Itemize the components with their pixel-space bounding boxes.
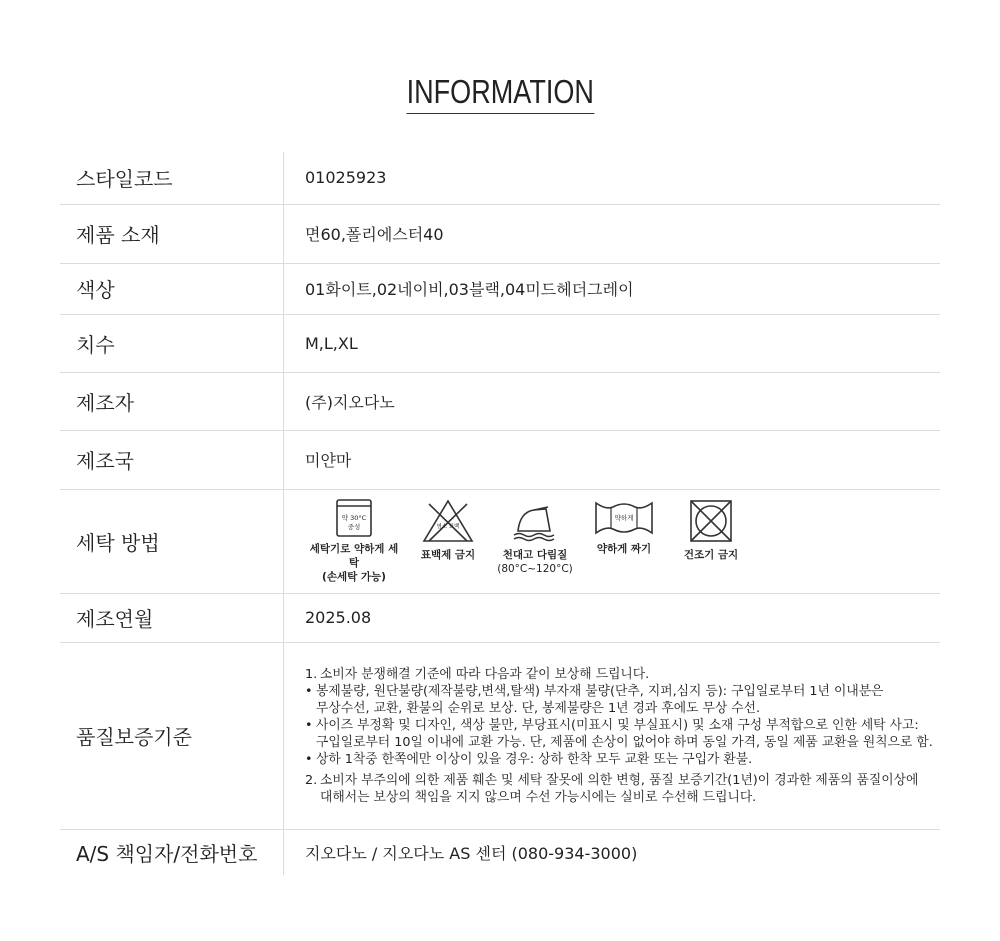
caption-line: (80°C~120°C)	[497, 563, 573, 575]
row-value-size: M,L,XL	[284, 314, 941, 372]
row-value-country: 미얀마	[284, 430, 941, 489]
care-icons	[305, 498, 940, 584]
caption-line: 약하게 짜기	[596, 543, 652, 555]
table-row	[60, 263, 940, 314]
row-label-quality: 품질보증기준	[60, 642, 284, 829]
bullet: •	[305, 751, 313, 767]
no-tumble-dry-icon	[688, 498, 734, 544]
table-row	[60, 314, 940, 372]
row-value-as: 지오다노 / 지오다노 AS 센터 (080-934-3000)	[305, 843, 638, 863]
wring-inner-text: 약하게	[614, 514, 634, 522]
caption-line: (손세탁 가능)	[322, 571, 386, 583]
bullet: •	[305, 683, 313, 699]
no-bleach-icon	[421, 498, 475, 544]
table-row	[60, 430, 940, 489]
product-info-table	[60, 152, 940, 875]
table-row	[60, 593, 940, 642]
care-caption-wring	[597, 542, 651, 556]
list-item	[305, 772, 940, 789]
bleach-inner-text: 염소 표백	[436, 524, 460, 530]
item-text: 소비자 부주의에 의한 제품 훼손 및 세탁 잘못에 의한 변형, 품질 보증기간(1년)이 경과한 제품의 품질이상에	[320, 772, 919, 788]
table-row	[60, 152, 940, 204]
table-row	[60, 372, 940, 430]
list-item	[305, 666, 940, 683]
item-number: 2.	[305, 772, 318, 788]
item-text: 대해서는 보상의 책임을 지지 않으며 수선 가능시에는 실비로 수선해 드립니다.	[320, 789, 757, 805]
row-value-manufacturer: (주)지오다노	[284, 372, 941, 430]
row-label-country: 제조국	[60, 430, 284, 489]
iron-with-cloth-icon	[512, 498, 558, 544]
care-caption-bleach	[421, 548, 475, 562]
row-label-size: 치수	[60, 314, 284, 372]
table-row	[60, 204, 940, 263]
page-title: INFORMATION	[406, 72, 593, 114]
bullet: •	[305, 717, 313, 733]
list-item	[305, 683, 940, 700]
row-label-as: A/S 책임자/전화번호	[60, 829, 284, 875]
caption-line: 천대고 다림질	[502, 549, 568, 561]
care-item-bleach	[403, 498, 493, 562]
care-caption-wash	[305, 542, 403, 584]
list-item	[305, 717, 940, 734]
row-value-washing	[284, 489, 941, 593]
row-value-date: 2025.08	[284, 593, 941, 642]
table-row	[60, 642, 940, 829]
row-label-date: 제조연월	[60, 593, 284, 642]
row-label-style-code: 스타일코드	[60, 152, 284, 204]
caption-line: 건조기 금지	[683, 549, 739, 561]
washtub-30c-icon	[335, 498, 373, 538]
care-item-dryer	[671, 498, 751, 562]
item-text: 상하 1착중 한쪽에만 이상이 있을 경우: 상하 한착 모두 교환 또는 구입가 환불.	[316, 751, 753, 767]
item-text: 소비자 분쟁해결 기준에 따라 다음과 같이 보상해 드립니다.	[320, 666, 650, 682]
care-caption-dryer	[684, 548, 738, 562]
care-item-wring	[577, 498, 671, 556]
washtub-detergent-text: 중성	[347, 523, 361, 531]
care-caption-iron	[497, 548, 573, 576]
row-value-color: 01화이트,02네이비,03블랙,04미드헤더그레이	[284, 263, 941, 314]
row-label-material: 제품 소재	[60, 204, 284, 263]
washtub-temp-text: 약 30°C	[341, 514, 367, 522]
item-text: 구입일로부터 10일 이내에 교환 가능. 단, 제품에 손상이 없어야 하며 동일 가격, 동일 제품 교환을 원칙으로 함.	[316, 734, 933, 750]
row-value-material: 면60,폴리에스터40	[284, 204, 941, 263]
item-text: 봉제불량, 원단불량(제작불량,변색,탈색) 부자재 불량(단추, 지퍼,심지 등): 구입일로부터 1년 이내분은	[316, 683, 884, 699]
item-text: 무상수선, 교환, 환불의 순위로 보상. 단, 봉제불량은 1년 경과 후에도 무상 수선.	[316, 700, 761, 716]
gentle-wring-icon	[593, 498, 655, 538]
quality-standard-text	[305, 666, 940, 806]
caption-line: 표백제 금지	[420, 549, 476, 561]
care-item-iron	[493, 498, 577, 576]
item-number: 1.	[305, 666, 318, 682]
care-item-wash	[305, 498, 403, 584]
row-label-manufacturer: 제조자	[60, 372, 284, 430]
item-text: 사이즈 부정확 및 디자인, 색상 불만, 부당표시(미표시 및 부실표시) 및 소재 구성 부적합으로 인한 세탁 사고:	[316, 717, 919, 733]
row-label-washing: 세탁 방법	[60, 489, 284, 593]
row-label-color: 색상	[60, 263, 284, 314]
table-row	[60, 489, 940, 593]
row-value-quality	[284, 642, 941, 829]
list-item	[305, 751, 940, 768]
caption-line: 세탁기로 약하게 세탁	[309, 543, 399, 569]
table-row	[60, 829, 940, 875]
row-value-style-code: 01025923	[284, 152, 941, 204]
